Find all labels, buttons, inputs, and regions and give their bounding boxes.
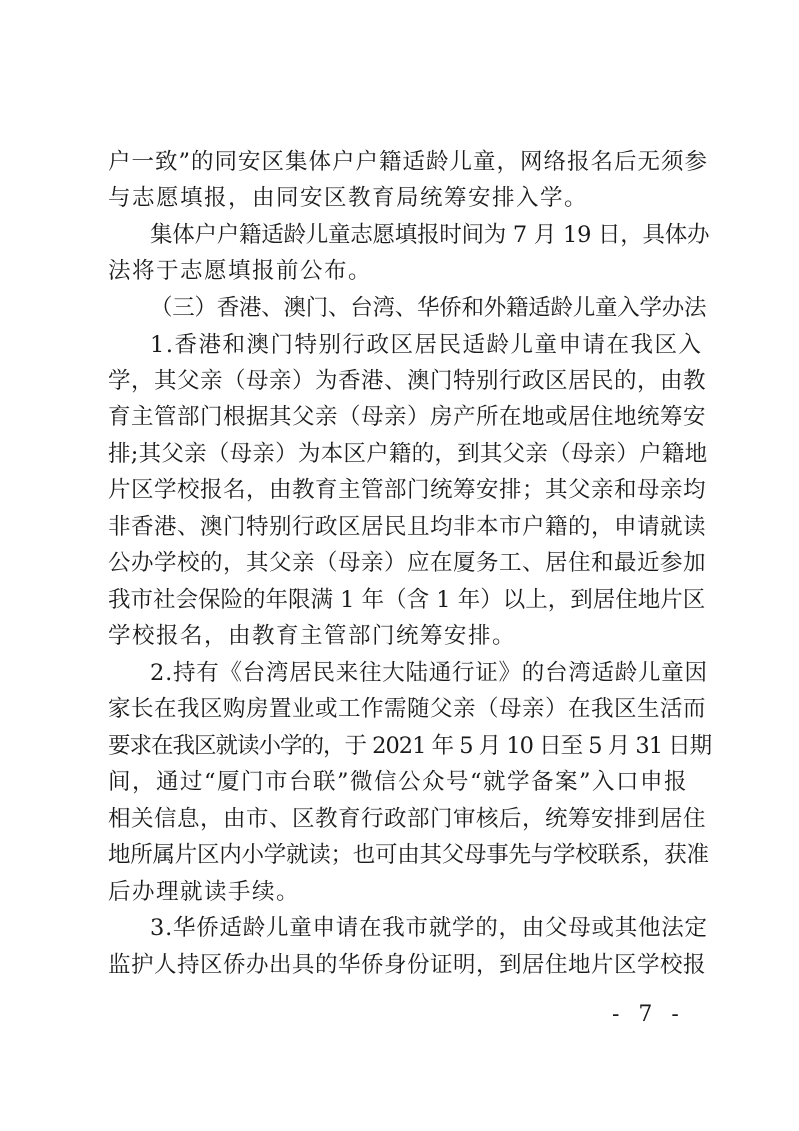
text-line: 学校报名，由教育主管部门统筹安排。 [108,623,517,649]
text-line: 后办理就读手续。 [108,879,301,905]
text-line: 集体户户籍适龄儿童志愿填报时间为 7 月 19 日，具体办 [150,222,710,248]
text-line: 我市社会保险的年限满 1 年（含 1 年）以上，到居住地片区 [108,587,706,613]
text-line: 非香港、澳门特别行政区居民且均非本市户籍的，申请就读 [108,514,707,540]
section-heading: （三）香港、澳门、台湾、华侨和外籍适龄儿童入学办法 [150,295,707,321]
text-line: 2.持有《台湾居民来往大陆通行证》的台湾适龄儿童因 [150,660,708,686]
text-line: 地所属片区内小学就读；也可由其父母事先与学校联系，获准 [108,842,709,868]
text-line: 监护人持区侨办出具的华侨身份证明，到居住地片区学校报 [108,952,707,978]
text-line: 间，通过“厦门市台联”微信公众号“就学备案”入口申报 [108,769,689,795]
text-line: 与志愿填报，由同安区教育局统筹安排入学。 [108,185,589,211]
text-line: 3.华侨适龄儿童申请在我市就学的，由父母或其他法定 [150,915,708,941]
page-number: - 7 - [612,1002,685,1027]
text-line: 相关信息，由市、区教育行政部门审核后，统筹安排到居住 [108,806,707,832]
text-line: 学，其父亲（母亲）为香港、澳门特别行政区居民的，由教 [108,368,707,394]
text-line: 要求在我区就读小学的，于 2021 年 5 月 10 日至 5 月 31 日期 [108,733,712,759]
text-line: 法将于志愿填报前公布。 [108,258,373,284]
text-line: 公办学校的，其父亲（母亲）应在厦务工、居住和最近参加 [108,550,707,576]
text-line: 排;其父亲（母亲）为本区户籍的，到其父亲（母亲）户籍地 [108,441,708,467]
text-line: 家长在我区购房置业或工作需随父亲（母亲）在我区生活而 [108,696,707,722]
text-line: 片区学校报名，由教育主管部门统筹安排；其父亲和母亲均 [108,477,707,503]
text-line: 育主管部门根据其父亲（母亲）房产所在地或居住地统筹安 [108,404,707,430]
text-line: 1.香港和澳门特别行政区居民适龄儿童申请在我区入 [150,332,703,358]
text-line: 户一致”的同安区集体户户籍适龄儿童，网络报名后无须参 [108,149,709,175]
